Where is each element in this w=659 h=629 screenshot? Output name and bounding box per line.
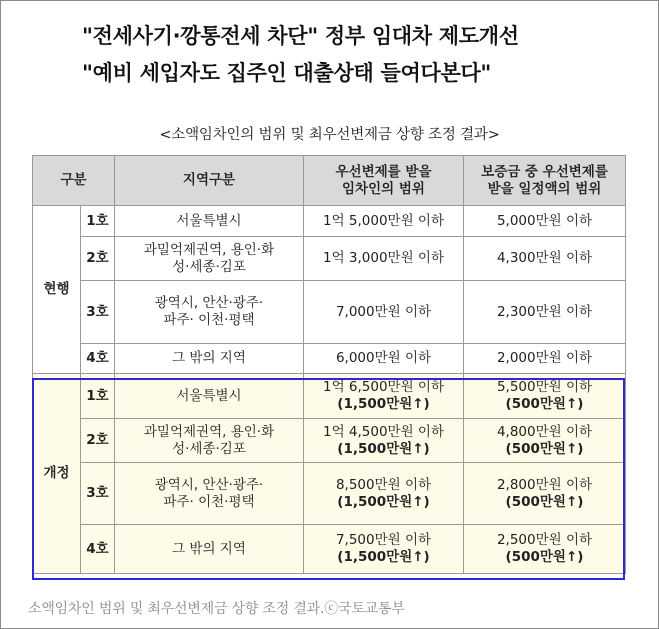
priority-amount-cell xyxy=(464,463,626,525)
tenant-range-value: 8,500만원 이하 xyxy=(335,476,432,493)
group-label-current: 현행 xyxy=(33,206,81,374)
row-number: 3호 xyxy=(81,463,115,525)
row-number: 2호 xyxy=(81,419,115,463)
region-cell: 서울특별시 xyxy=(115,206,304,237)
tenant-range-change: (1,500만원↑) xyxy=(337,549,430,565)
tenant-range-value: 1억 4,500만원 이하 xyxy=(322,423,445,440)
priority-amount-cell: 5,000만원 이하 xyxy=(464,206,626,237)
priority-amount-value: 2,800만원 이하 xyxy=(496,476,593,493)
header-region: 지역구분 xyxy=(115,156,304,206)
table-row xyxy=(33,206,626,237)
row-number: 2호 xyxy=(81,237,115,281)
row-number: 3호 xyxy=(81,281,115,344)
region-cell: 그 밖의 지역 xyxy=(115,525,304,574)
priority-amount-cell: 2,300만원 이하 xyxy=(464,281,626,344)
priority-amount-cell xyxy=(464,374,626,419)
table-row xyxy=(33,281,626,344)
region-cell: 과밀억제권역, 용인·화성·세종·김포 xyxy=(115,237,304,281)
tenant-range-cell: 6,000만원 이하 xyxy=(304,344,464,374)
tenant-range-cell: 7,000만원 이하 xyxy=(304,281,464,344)
region-cell: 과밀억제권역, 용인·화성·세종·김포 xyxy=(115,419,304,463)
priority-amount-cell: 2,000만원 이하 xyxy=(464,344,626,374)
row-number: 1호 xyxy=(81,206,115,237)
priority-amount-value: 5,500만원 이하 xyxy=(496,379,593,395)
priority-amount-change: (500만원↑) xyxy=(505,493,584,510)
table-title: <소액임차인의 범위 및 최우선변제금 상향 조정 결과> xyxy=(159,127,500,143)
tenant-range-cell: 1억 5,000만원 이하 xyxy=(304,206,464,237)
table-row xyxy=(33,419,626,463)
tenant-range-change: (1,500만원↑) xyxy=(337,440,430,457)
region-cell: 광역시, 안산·광주·파주· 이천·평택 xyxy=(115,281,304,344)
priority-amount-change: (500만원↑) xyxy=(505,396,584,412)
tenant-range-change: (1,500만원↑) xyxy=(337,396,430,412)
tenant-range-cell xyxy=(304,419,464,463)
tenant-range-value: 1억 6,500만원 이하 xyxy=(322,379,445,395)
tenant-range-cell: 1억 3,000만원 이하 xyxy=(304,237,464,281)
table-row xyxy=(33,525,626,574)
table-row xyxy=(33,344,626,374)
priority-amount-change: (500만원↑) xyxy=(505,440,584,457)
header-row xyxy=(33,156,626,206)
row-number: 4호 xyxy=(81,344,115,374)
table-row xyxy=(33,463,626,525)
group-label-revised: 개정 xyxy=(33,374,81,574)
tenant-range-cell xyxy=(304,374,464,419)
table-row xyxy=(33,374,626,419)
headline-line-1: "전세사기·깡통전세 차단" 정부 임대차 제도개선 xyxy=(82,24,519,48)
headline-line-2: "예비 세입자도 집주인 대출상태 들여다본다" xyxy=(82,61,492,85)
priority-amount-value: 4,800만원 이하 xyxy=(496,423,593,440)
table-row xyxy=(33,237,626,281)
priority-amount-cell xyxy=(464,525,626,574)
tenant-range-table xyxy=(32,155,626,574)
tenant-range-cell xyxy=(304,525,464,574)
header-category: 구분 xyxy=(33,156,115,206)
region-cell: 광역시, 안산·광주·파주· 이천·평택 xyxy=(115,463,304,525)
region-cell: 그 밖의 지역 xyxy=(115,344,304,374)
tenant-range-cell xyxy=(304,463,464,525)
row-number: 1호 xyxy=(81,374,115,419)
priority-amount-cell: 4,300만원 이하 xyxy=(464,237,626,281)
image-caption: 소액임차인 범위 및 최우선변제금 상향 조정 결과.ⓒ국토교통부 xyxy=(28,601,405,617)
tenant-range-value: 7,500만원 이하 xyxy=(335,532,432,548)
priority-amount-change: (500만원↑) xyxy=(505,549,584,565)
row-number: 4호 xyxy=(81,525,115,574)
tenant-range-change: (1,500만원↑) xyxy=(337,493,430,510)
header-tenant-range: 우선변제를 받을 임차인의 범위 xyxy=(304,156,464,206)
region-cell: 서울특별시 xyxy=(115,374,304,419)
priority-amount-cell xyxy=(464,419,626,463)
priority-amount-value: 2,500만원 이하 xyxy=(496,532,593,548)
header-priority-amount: 보증금 중 우선변제를 받을 일정액의 범위 xyxy=(464,156,626,206)
